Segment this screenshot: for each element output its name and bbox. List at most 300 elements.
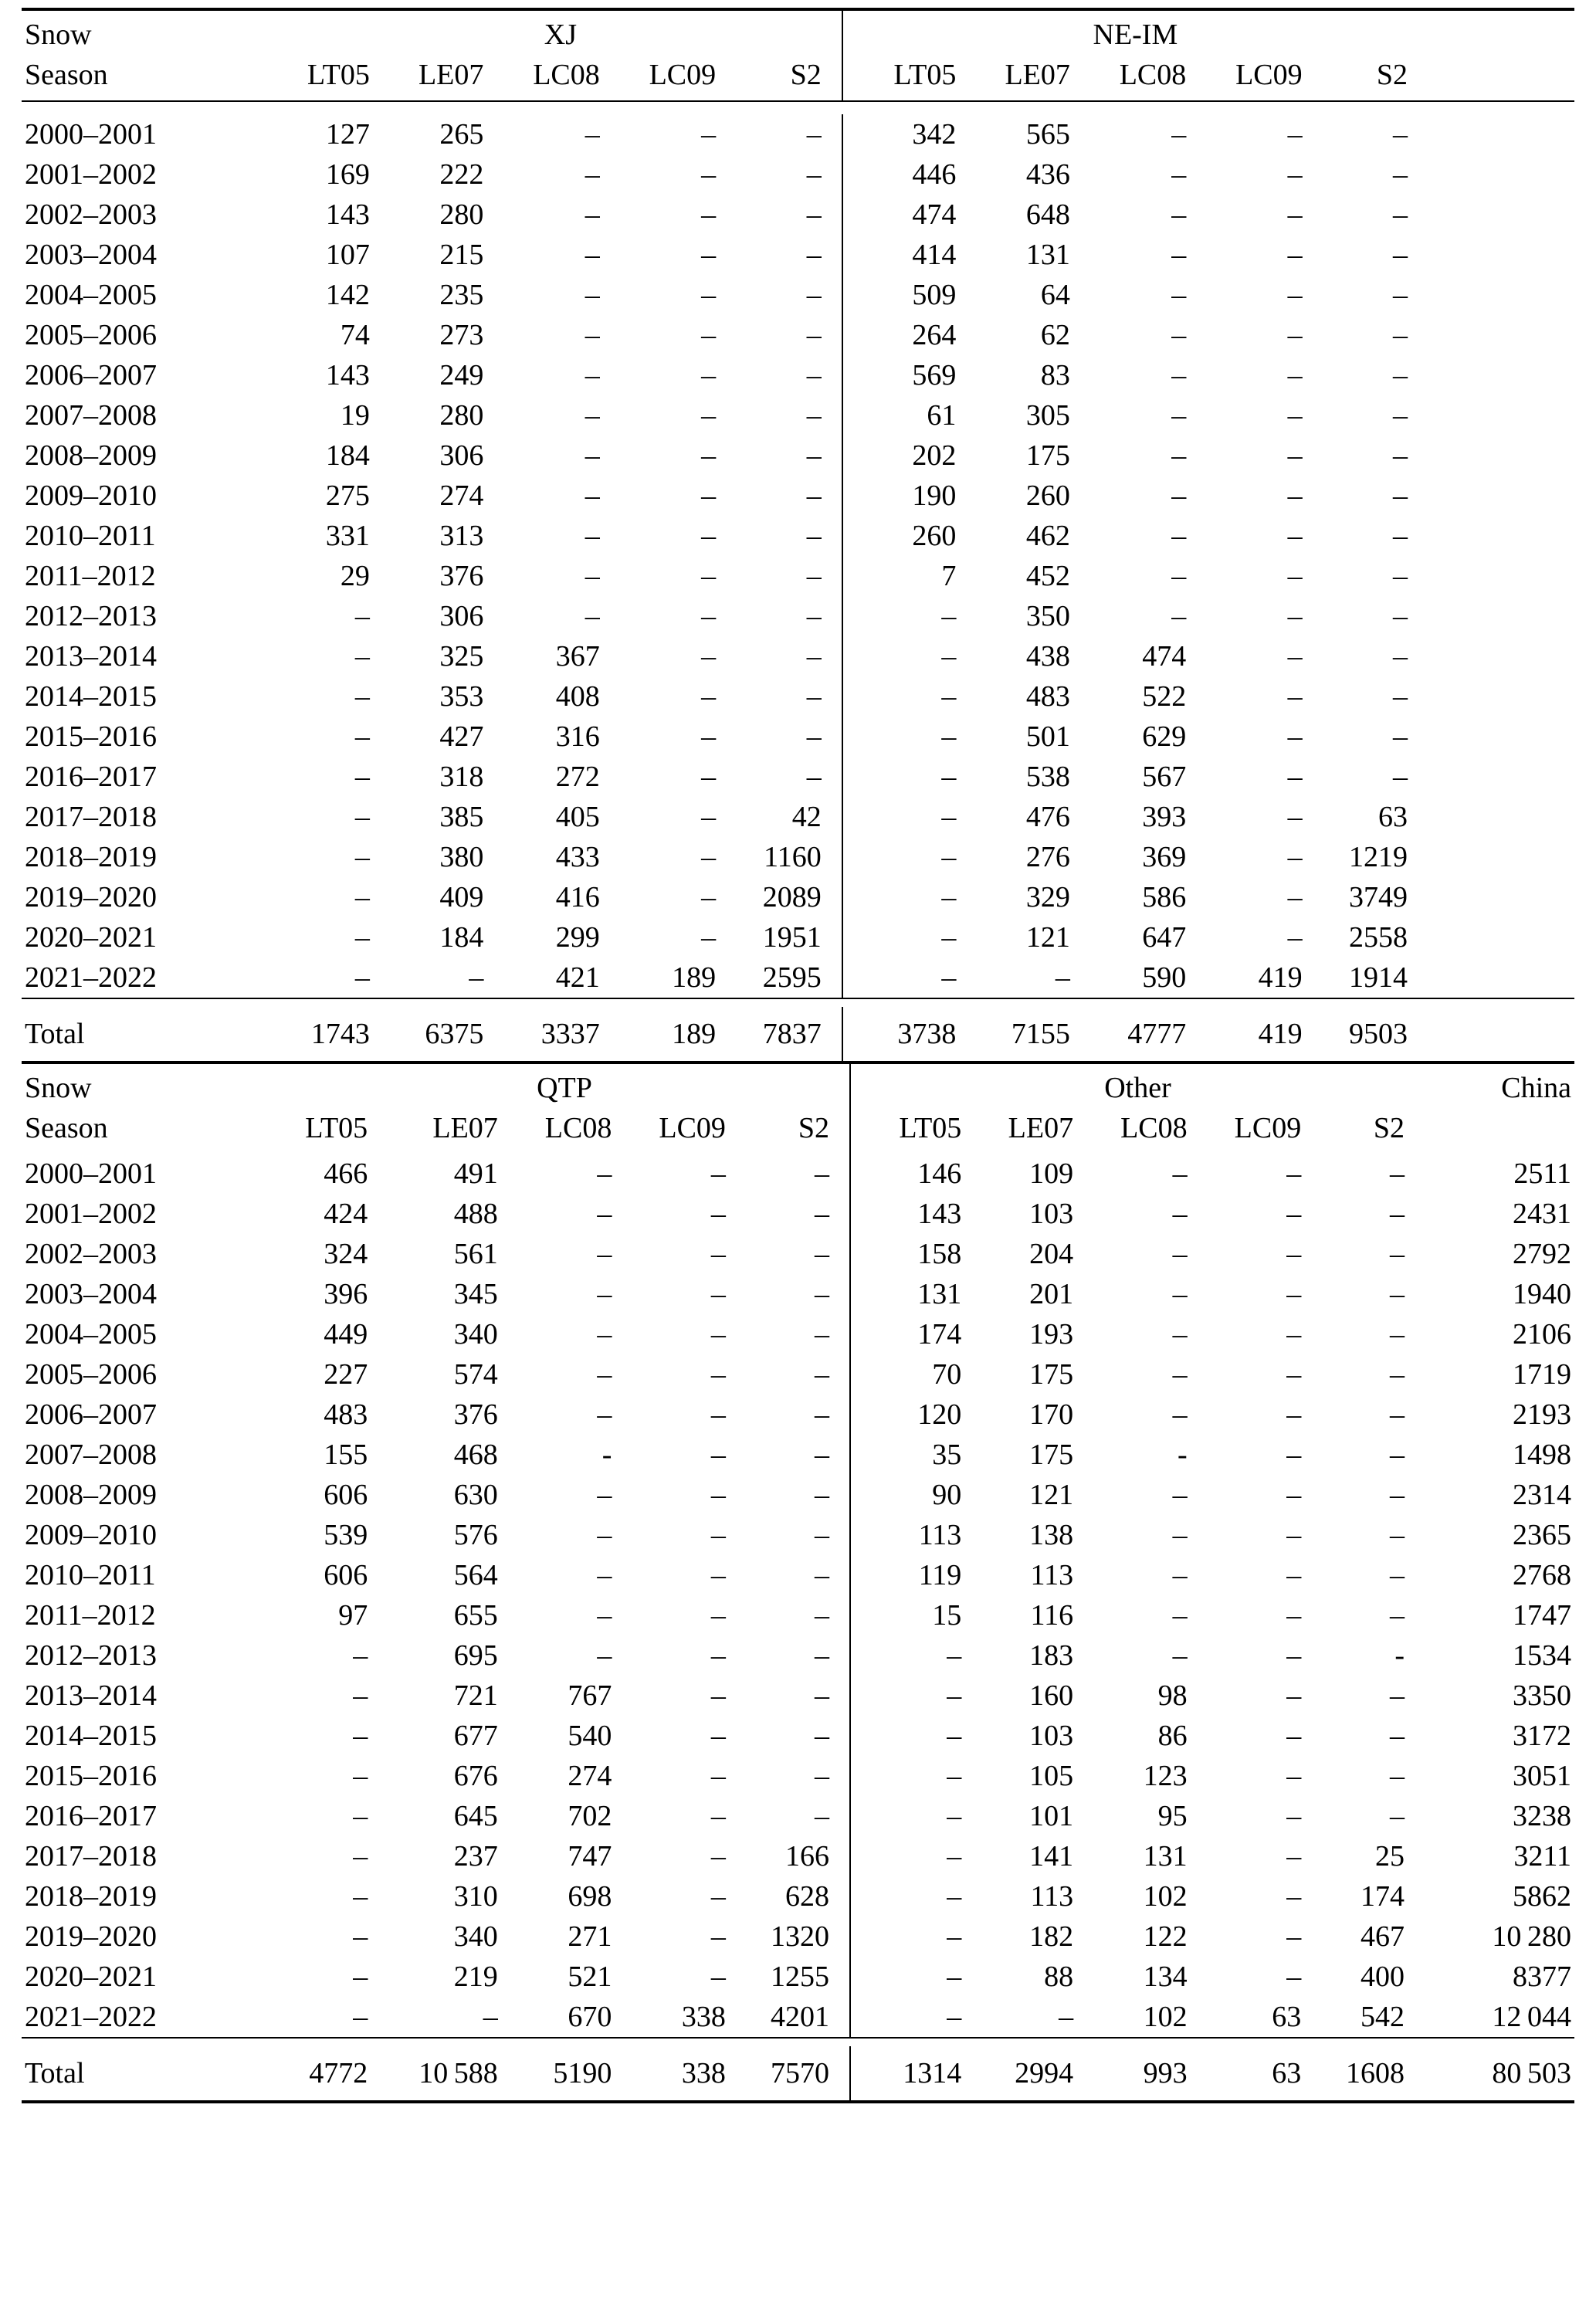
cell: – <box>1393 158 1408 191</box>
cell: – <box>1171 158 1187 191</box>
table-row <box>22 1234 1574 1274</box>
cell: – <box>597 1157 612 1190</box>
cell: 1219 <box>1349 841 1408 873</box>
cell: – <box>710 1679 726 1712</box>
cell: – <box>353 1679 368 1712</box>
cell: 272 <box>555 761 600 793</box>
row-season: 2013–2014 <box>25 640 157 673</box>
cell: – <box>1286 1840 1302 1872</box>
cell: – <box>806 640 822 673</box>
table-row <box>22 1836 1574 1876</box>
cell: 702 <box>568 1800 612 1832</box>
cell: – <box>1287 881 1303 913</box>
cell: 105 <box>1029 1760 1074 1792</box>
cell: – <box>701 279 717 311</box>
cell: 1320 <box>770 1920 829 1953</box>
empty-china-cell <box>1428 837 1574 877</box>
cell: – <box>1287 279 1303 311</box>
cell: – <box>1393 239 1408 271</box>
cell: 275 <box>325 480 370 512</box>
cell: - <box>601 1439 612 1471</box>
cell: – <box>710 1639 726 1672</box>
row-season: 2010–2011 <box>25 520 156 552</box>
cell: – <box>1393 761 1408 793</box>
cell: 393 <box>1142 801 1187 833</box>
col-header-neim-le07: LE07 <box>1005 59 1070 91</box>
cell: 219 <box>453 1961 498 1993</box>
cell: – <box>710 1800 726 1832</box>
cell: 318 <box>439 761 484 793</box>
cell: – <box>353 1639 368 1672</box>
cell: 436 <box>1025 158 1070 191</box>
col-header-xj-lt05: LT05 <box>307 59 370 91</box>
cell: 483 <box>1025 680 1070 713</box>
cell: 488 <box>453 1198 498 1230</box>
row-season: 2020–2021 <box>25 1961 157 1993</box>
cell-china: 2193 <box>1513 1398 1571 1431</box>
col-header-qtp-s2: S2 <box>798 1112 829 1144</box>
row-season: 2006–2007 <box>25 359 157 391</box>
cell-china: 8377 <box>1513 1961 1571 1993</box>
cell: – <box>597 1639 612 1672</box>
cell: 677 <box>453 1720 498 1752</box>
cell: 310 <box>453 1880 498 1913</box>
cell: - <box>1394 1639 1405 1672</box>
cell: 107 <box>325 239 370 271</box>
table-row <box>22 476 1574 516</box>
cell: 449 <box>324 1318 368 1351</box>
cell: – <box>1172 1198 1188 1230</box>
cell: 299 <box>555 921 600 954</box>
cell: – <box>1390 1720 1405 1752</box>
cell: – <box>1393 399 1408 432</box>
row-season: 2011–2012 <box>25 560 156 592</box>
col-header-xj-lc09: LC09 <box>649 59 717 91</box>
cell: 400 <box>1360 1961 1405 1993</box>
row-season: 2017–2018 <box>25 801 157 833</box>
cell: – <box>814 1800 829 1832</box>
cell: 42 <box>791 801 822 833</box>
row-season: 2016–2017 <box>25 1800 157 1832</box>
cell: – <box>1287 680 1303 713</box>
cell: – <box>1287 761 1303 793</box>
cell: – <box>710 1238 726 1270</box>
table-row <box>22 1314 1574 1354</box>
cell: 655 <box>453 1599 498 1632</box>
cell: 474 <box>1142 640 1187 673</box>
cell: 539 <box>324 1519 368 1551</box>
cell-china: 1747 <box>1513 1599 1571 1632</box>
row-season: 2012–2013 <box>25 600 157 632</box>
cell: – <box>710 1157 726 1190</box>
cell-china: 2768 <box>1513 1559 1571 1591</box>
cell: 141 <box>1029 1840 1074 1872</box>
cell: – <box>1393 600 1408 632</box>
cell: 134 <box>1143 1961 1188 1993</box>
col-header-xj-le07: LE07 <box>418 59 484 91</box>
cell: 409 <box>439 881 484 913</box>
cell: – <box>850 1997 981 2038</box>
cell: 143 <box>325 198 370 231</box>
table-row <box>22 114 1574 154</box>
cell: 4201 <box>770 2001 829 2033</box>
cell-china: 2365 <box>1513 1519 1571 1551</box>
cell: 235 <box>439 279 484 311</box>
cell: – <box>806 279 822 311</box>
cell: 7 <box>842 556 977 596</box>
cell: 542 <box>1360 2001 1405 2033</box>
cell: – <box>814 1760 829 1792</box>
cell: 97 <box>338 1599 368 1632</box>
cell: 474 <box>842 195 977 235</box>
cell: – <box>1172 1278 1188 1310</box>
cell: – <box>1393 640 1408 673</box>
cell: 419 <box>1258 961 1303 994</box>
cell: – <box>354 680 370 713</box>
col-header-xj-lc08: LC08 <box>533 59 600 91</box>
table-row <box>22 1997 1574 2038</box>
cell: – <box>1287 560 1303 592</box>
cell: 260 <box>842 516 977 556</box>
cell: – <box>850 1836 981 1876</box>
table-row <box>22 1354 1574 1395</box>
cell: – <box>1287 921 1303 954</box>
table-row <box>22 1395 1574 1435</box>
cell: – <box>701 640 717 673</box>
cell: – <box>1172 1519 1188 1551</box>
cell: – <box>1172 1599 1188 1632</box>
cell: – <box>1286 1961 1302 1993</box>
cell: – <box>806 600 822 632</box>
cell-china: 3172 <box>1513 1720 1571 1752</box>
cell: – <box>1286 1679 1302 1712</box>
row-label-header-top: Snow <box>25 1072 92 1104</box>
cell: 143 <box>850 1194 981 1234</box>
cell: – <box>1390 1760 1405 1792</box>
cell: – <box>701 520 717 552</box>
cell: – <box>1172 1157 1188 1190</box>
total-cell: 1608 <box>1321 2046 1425 2102</box>
table-row <box>22 1796 1574 1836</box>
cell: 127 <box>325 118 370 151</box>
cell: – <box>806 560 822 592</box>
col-header-xj-s2: S2 <box>790 59 822 91</box>
cell: 64 <box>1040 279 1070 311</box>
total-row <box>22 2046 1574 2102</box>
cell: 325 <box>439 640 484 673</box>
cell: 350 <box>1025 600 1070 632</box>
cell-china: 12 044 <box>1492 2001 1571 2033</box>
cell: 103 <box>1029 1198 1074 1230</box>
row-label-header-bottom: Season <box>25 1112 108 1144</box>
cell: 606 <box>324 1479 368 1511</box>
cell: – <box>1390 1599 1405 1632</box>
cell: – <box>1172 1479 1188 1511</box>
cell: – <box>1171 239 1187 271</box>
cell: 15 <box>850 1595 981 1635</box>
cell: 62 <box>1040 319 1070 351</box>
col-header-other-lc09: LC09 <box>1234 1112 1302 1144</box>
row-season: 2000–2001 <box>25 118 157 151</box>
cell: 189 <box>672 961 717 994</box>
empty-china-cell <box>1425 1106 1574 1154</box>
cell: – <box>1393 279 1408 311</box>
cell: 86 <box>1157 1720 1188 1752</box>
cell: 166 <box>784 1840 829 1872</box>
cell: 1951 <box>762 921 822 954</box>
cell: – <box>850 1716 981 1756</box>
cell: 306 <box>439 439 484 472</box>
table-row <box>22 1154 1574 1194</box>
cell: 83 <box>1040 359 1070 391</box>
cell: – <box>1390 1479 1405 1511</box>
cell: – <box>1171 118 1187 151</box>
empty-china-cell <box>1428 436 1574 476</box>
cell: 376 <box>439 560 484 592</box>
cell: 491 <box>453 1157 498 1190</box>
cell: – <box>806 720 822 753</box>
cell: 438 <box>1025 640 1070 673</box>
cell: 767 <box>568 1679 612 1712</box>
cell: 175 <box>1029 1358 1074 1391</box>
cell: 414 <box>842 235 977 275</box>
group-header-row <box>22 1064 1574 1106</box>
cell: 483 <box>324 1398 368 1431</box>
cell: 201 <box>1029 1278 1074 1310</box>
cell: 273 <box>439 319 484 351</box>
table-row <box>22 917 1574 957</box>
table-row <box>22 797 1574 837</box>
cell: – <box>1287 600 1303 632</box>
empty-china-cell <box>1428 596 1574 636</box>
empty-china-cell <box>1428 1007 1574 1062</box>
cell: – <box>585 520 600 552</box>
cell: – <box>806 439 822 472</box>
cell: – <box>1287 480 1303 512</box>
cell: – <box>1393 118 1408 151</box>
cell-china: 2792 <box>1513 1238 1571 1270</box>
row-season: 2007–2008 <box>25 399 157 432</box>
empty-china-cell <box>1428 957 1574 998</box>
cell: – <box>597 1398 612 1431</box>
col-header-neim-lc08: LC08 <box>1119 59 1187 91</box>
total-cell: 7570 <box>746 2046 850 2102</box>
cell: 183 <box>1029 1639 1074 1672</box>
cell: – <box>597 1238 612 1270</box>
cell: – <box>1286 1760 1302 1792</box>
cell: 169 <box>325 158 370 191</box>
total-cell: 189 <box>672 1018 717 1050</box>
cell: – <box>353 1760 368 1792</box>
cell: – <box>850 1676 981 1716</box>
cell: – <box>701 680 717 713</box>
row-season: 2009–2010 <box>25 1519 157 1551</box>
cell: 630 <box>453 1479 498 1511</box>
cell: 63 <box>1378 801 1408 833</box>
table-row <box>22 717 1574 757</box>
cell: 329 <box>1025 881 1070 913</box>
cell: 1255 <box>770 1961 829 1993</box>
cell: 468 <box>453 1439 498 1471</box>
total-row <box>22 1007 1574 1062</box>
row-season: 2010–2011 <box>25 1559 156 1591</box>
cell: – <box>710 1760 726 1792</box>
cell: 280 <box>439 198 484 231</box>
cell: 227 <box>324 1358 368 1391</box>
cell: – <box>806 158 822 191</box>
cell: – <box>814 1479 829 1511</box>
empty-china-cell <box>1428 636 1574 676</box>
cell: – <box>353 1800 368 1832</box>
cell: – <box>1287 439 1303 472</box>
cell: 385 <box>439 801 484 833</box>
cell: 264 <box>842 315 977 355</box>
table-row <box>22 1756 1574 1796</box>
cell: – <box>842 797 977 837</box>
cell: – <box>710 1439 726 1471</box>
cell: – <box>806 118 822 151</box>
total-cell: 10 588 <box>388 2046 518 2102</box>
cell: 138 <box>1029 1519 1074 1551</box>
cell: 123 <box>1143 1760 1188 1792</box>
cell: – <box>585 439 600 472</box>
cell: – <box>1286 1398 1302 1431</box>
cell: 466 <box>324 1157 368 1190</box>
row-label-header-top: Snow <box>22 9 280 53</box>
cell: – <box>1286 1639 1302 1672</box>
row-season: 2014–2015 <box>25 680 157 713</box>
header-rule <box>22 101 1574 114</box>
cell: – <box>701 560 717 592</box>
cell: – <box>1393 720 1408 753</box>
cell: – <box>1171 439 1187 472</box>
cell: – <box>585 560 600 592</box>
cell: 202 <box>842 436 977 476</box>
cell: 174 <box>1360 1880 1405 1913</box>
cell: – <box>354 921 370 954</box>
cell: 131 <box>1025 239 1070 271</box>
cell: – <box>850 1917 981 1957</box>
cell: – <box>585 279 600 311</box>
cell: 305 <box>1025 399 1070 432</box>
cell: – <box>1390 1679 1405 1712</box>
cell: – <box>1287 801 1303 833</box>
cell: 586 <box>1142 881 1187 913</box>
cell: – <box>701 399 717 432</box>
group-header-qtp: QTP <box>537 1072 592 1104</box>
table-row <box>22 1475 1574 1515</box>
row-season: 2011–2012 <box>25 1599 156 1632</box>
cell: 446 <box>842 154 977 195</box>
table-row <box>22 395 1574 436</box>
col-header-qtp-lt05: LT05 <box>305 1112 368 1144</box>
empty-china-cell <box>1428 476 1574 516</box>
empty-china-cell <box>1428 195 1574 235</box>
cell: 90 <box>850 1475 981 1515</box>
cell: – <box>1390 1157 1405 1190</box>
cell: – <box>1171 520 1187 552</box>
cell: – <box>842 636 977 676</box>
cell: – <box>701 761 717 793</box>
row-season: 2008–2009 <box>25 439 157 472</box>
cell: – <box>701 801 717 833</box>
cell: – <box>1390 1318 1405 1351</box>
cell-china: 5862 <box>1513 1880 1571 1913</box>
row-season: 2021–2022 <box>25 961 157 994</box>
table-row <box>22 757 1574 797</box>
row-season: 2007–2008 <box>25 1439 157 1471</box>
table-row <box>22 1716 1574 1756</box>
cell: 249 <box>439 359 484 391</box>
table-row <box>22 1957 1574 1997</box>
cell: – <box>814 1398 829 1431</box>
cell: – <box>1393 480 1408 512</box>
cell: 131 <box>850 1274 981 1314</box>
empty-china-cell <box>1428 917 1574 957</box>
empty-china-cell <box>1428 797 1574 837</box>
table-row <box>22 275 1574 315</box>
cell: 102 <box>1143 1880 1188 1913</box>
cell: – <box>1286 1920 1302 1953</box>
cell: 193 <box>1029 1318 1074 1351</box>
empty-china-cell <box>1428 395 1574 436</box>
empty-china-cell <box>1428 315 1574 355</box>
cell: – <box>585 158 600 191</box>
cell: – <box>1172 1559 1188 1591</box>
cell: - <box>1177 1439 1188 1471</box>
cell: – <box>710 1398 726 1431</box>
cell: 142 <box>325 279 370 311</box>
cell: 367 <box>555 640 600 673</box>
cell: – <box>850 1876 981 1917</box>
cell: 237 <box>453 1840 498 1872</box>
cell: 538 <box>1025 761 1070 793</box>
cell: 113 <box>1030 1559 1074 1591</box>
cell: – <box>806 319 822 351</box>
cell: 698 <box>568 1880 612 1913</box>
col-header-other-lt05: LT05 <box>850 1106 981 1154</box>
cell: – <box>1059 2001 1074 2033</box>
table-row <box>22 315 1574 355</box>
cell: – <box>585 600 600 632</box>
cell: – <box>850 1635 981 1676</box>
cell: 3749 <box>1349 881 1408 913</box>
cell: – <box>1286 1720 1302 1752</box>
col-header-neim-s2: S2 <box>1376 59 1408 91</box>
cell: 647 <box>1142 921 1187 954</box>
cell: – <box>842 877 977 917</box>
cell: 590 <box>1142 961 1187 994</box>
cell: 175 <box>1029 1439 1074 1471</box>
cell: 88 <box>1044 1961 1074 1993</box>
cell: 280 <box>439 399 484 432</box>
cell: – <box>1172 1358 1188 1391</box>
cell: – <box>842 837 977 877</box>
cell: 102 <box>1143 2001 1188 2033</box>
cell: 98 <box>1157 1679 1188 1712</box>
cell: 467 <box>1360 1920 1405 1953</box>
table-row <box>22 1635 1574 1676</box>
row-season: 2015–2016 <box>25 720 157 753</box>
cell: 160 <box>1029 1679 1074 1712</box>
cell: – <box>701 480 717 512</box>
cell: 416 <box>555 881 600 913</box>
row-season: 2016–2017 <box>25 761 157 793</box>
cell: 35 <box>850 1435 981 1475</box>
table-row <box>22 957 1574 998</box>
cell: 120 <box>850 1395 981 1435</box>
cell: – <box>814 1157 829 1190</box>
